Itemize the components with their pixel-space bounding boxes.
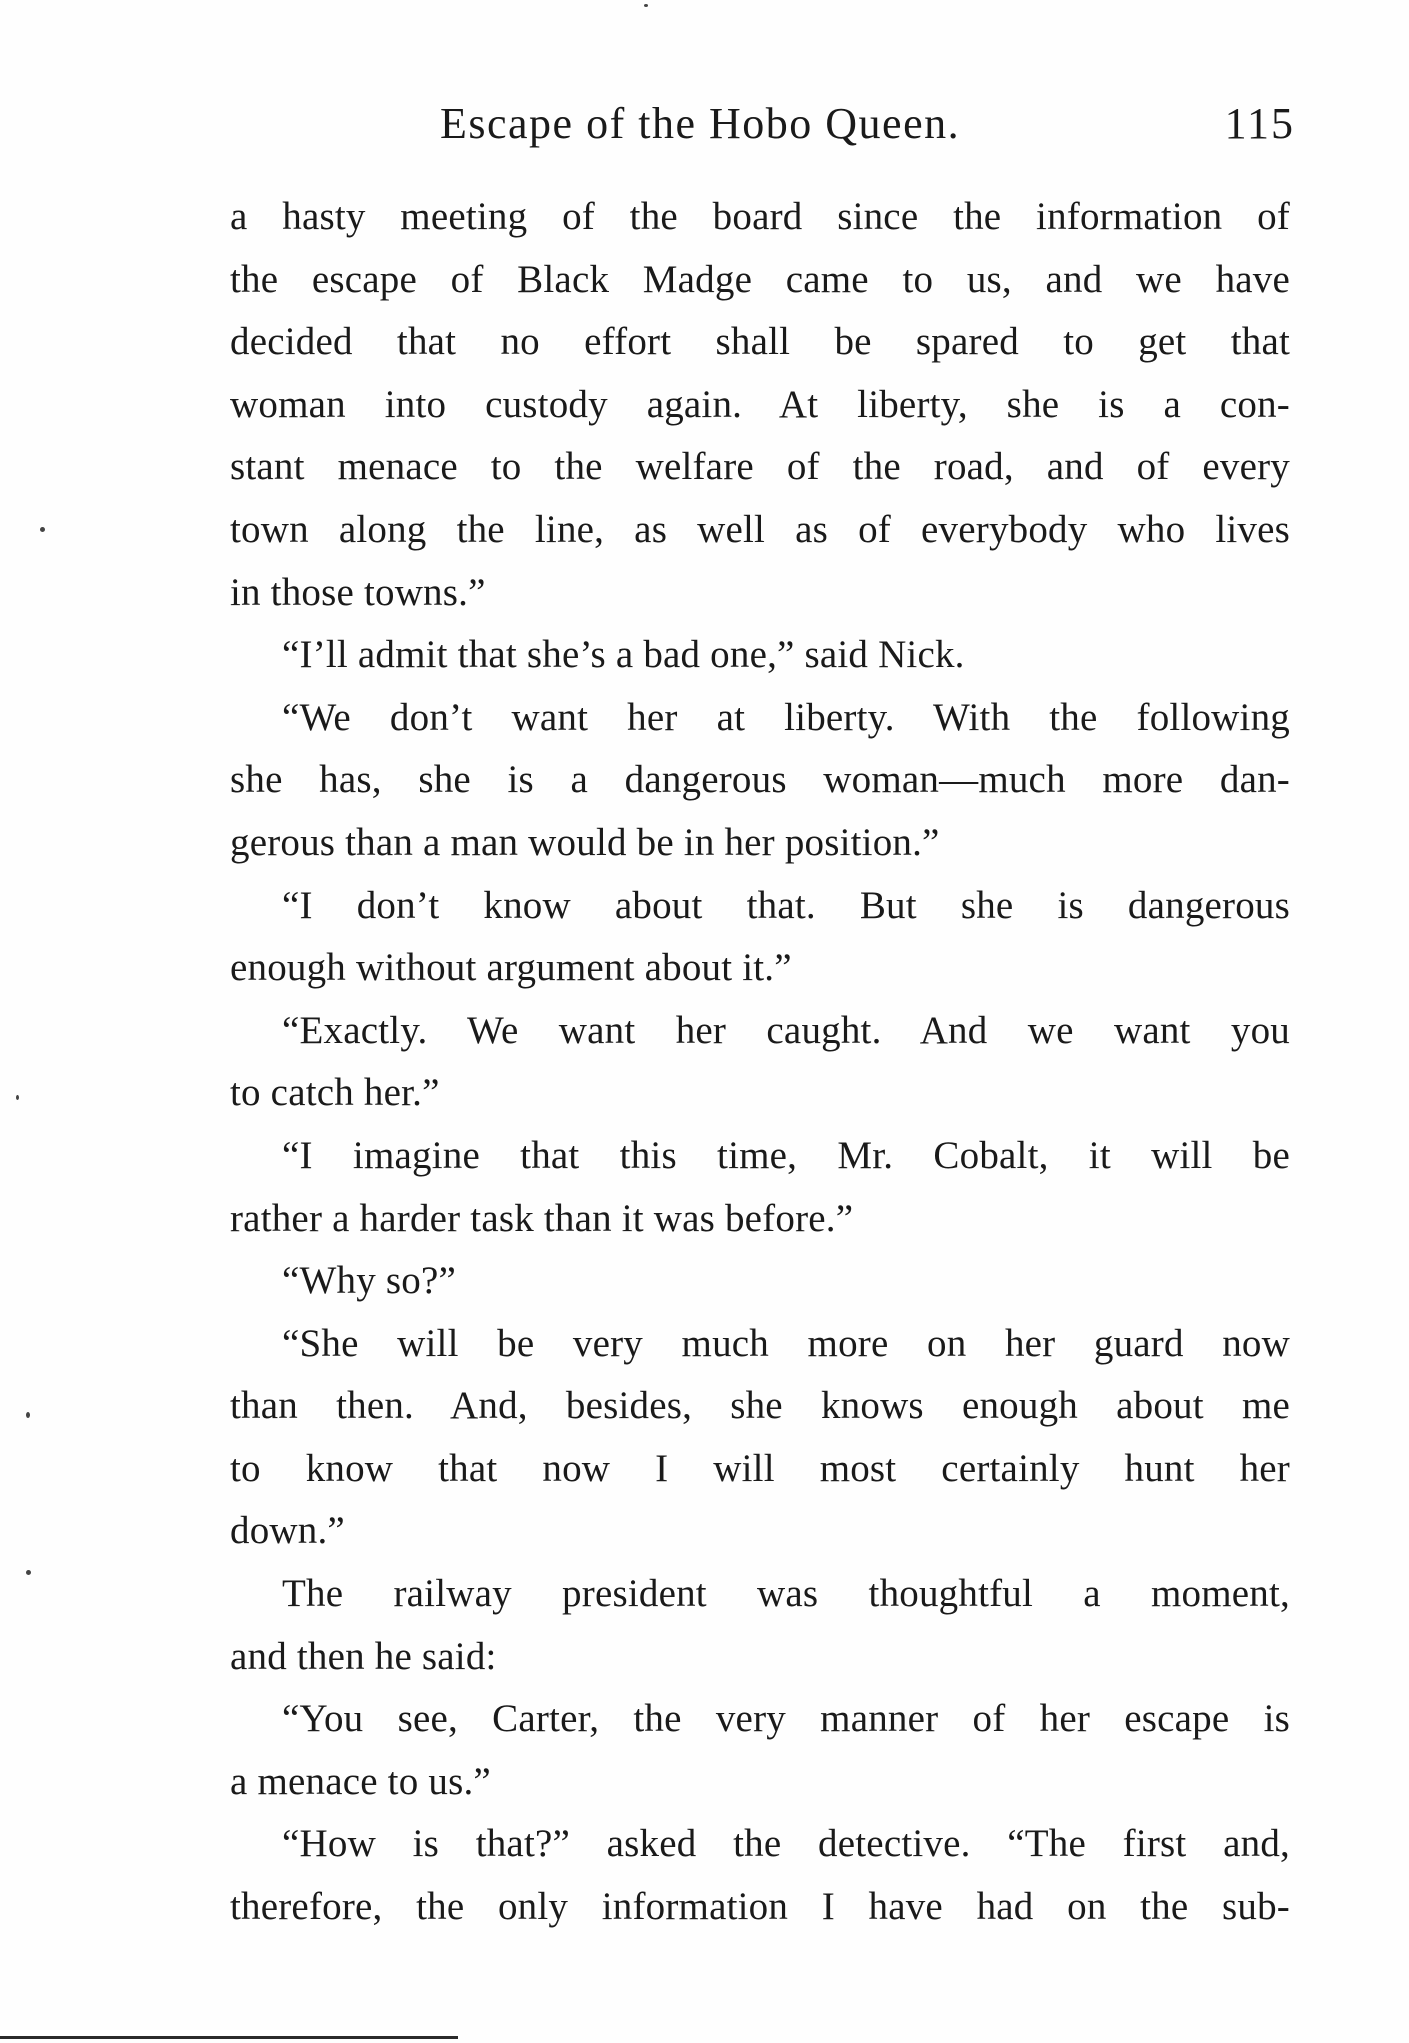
text-line: “She will be very much more on her guard now bbox=[282, 1321, 1290, 1365]
text-line: than then. And, besides, she knows enough about me bbox=[230, 1384, 1290, 1428]
text-line: decided that no effort shall be spared to get that bbox=[230, 320, 1290, 364]
page-header bbox=[440, 98, 1295, 158]
text-line: and then he said: bbox=[230, 1634, 497, 1678]
text-line: “I don’t know about that. But she is dangerous bbox=[282, 883, 1290, 927]
text-line: to catch her.” bbox=[230, 1071, 440, 1115]
page-number: 115 bbox=[1224, 99, 1295, 148]
scan-speck bbox=[26, 1412, 30, 1418]
scan-speck bbox=[40, 527, 45, 532]
bottom-rule bbox=[0, 2036, 458, 2039]
text-line: “I imagine that this time, Mr. Cobalt, it will be bbox=[282, 1133, 1290, 1177]
body-text bbox=[230, 186, 1290, 1939]
scan-speck bbox=[644, 4, 648, 7]
text-line: the escape of Black Madge came to us, and we have bbox=[230, 257, 1290, 301]
text-line: The railway president was thoughtful a moment, bbox=[282, 1572, 1290, 1616]
text-line: “We don’t want her at liberty. With the following bbox=[282, 695, 1290, 739]
text-line: gerous than a man would be in her position.” bbox=[230, 820, 940, 864]
text-line: “Exactly. We want her caught. And we want you bbox=[282, 1008, 1290, 1052]
text-line: town along the line, as well as of everybody who lives bbox=[230, 507, 1290, 551]
text-line: a hasty meeting of the board since the information of bbox=[230, 195, 1290, 238]
text-line: “I’ll admit that she’s a bad one,” said Nick. bbox=[282, 633, 965, 677]
text-line: “How is that?” asked the detective. “The first and, bbox=[282, 1822, 1290, 1866]
text-line: to know that now I will most certainly hunt her bbox=[230, 1446, 1290, 1490]
text-line: woman into custody again. At liberty, she is a con- bbox=[230, 382, 1290, 426]
text-line: enough without argument about it.” bbox=[230, 946, 792, 990]
text-line: stant menace to the welfare of the road, and of every bbox=[230, 445, 1290, 489]
running-title: Escape of the Hobo Queen. bbox=[440, 99, 961, 148]
text-line: therefore, the only information I have had on the sub- bbox=[230, 1885, 1290, 1929]
text-line: “You see, Carter, the very manner of her escape is bbox=[282, 1697, 1290, 1741]
text-line: a menace to us.” bbox=[230, 1759, 491, 1803]
text-line: “Why so?” bbox=[282, 1259, 456, 1303]
scan-speck bbox=[26, 1570, 31, 1575]
text-line: rather a harder task than it was before.” bbox=[230, 1196, 854, 1240]
text-line: she has, she is a dangerous woman—much more dan- bbox=[230, 758, 1290, 802]
text-line: down.” bbox=[230, 1509, 345, 1553]
text-line: in those towns.” bbox=[230, 570, 486, 614]
scan-speck bbox=[16, 1095, 19, 1100]
